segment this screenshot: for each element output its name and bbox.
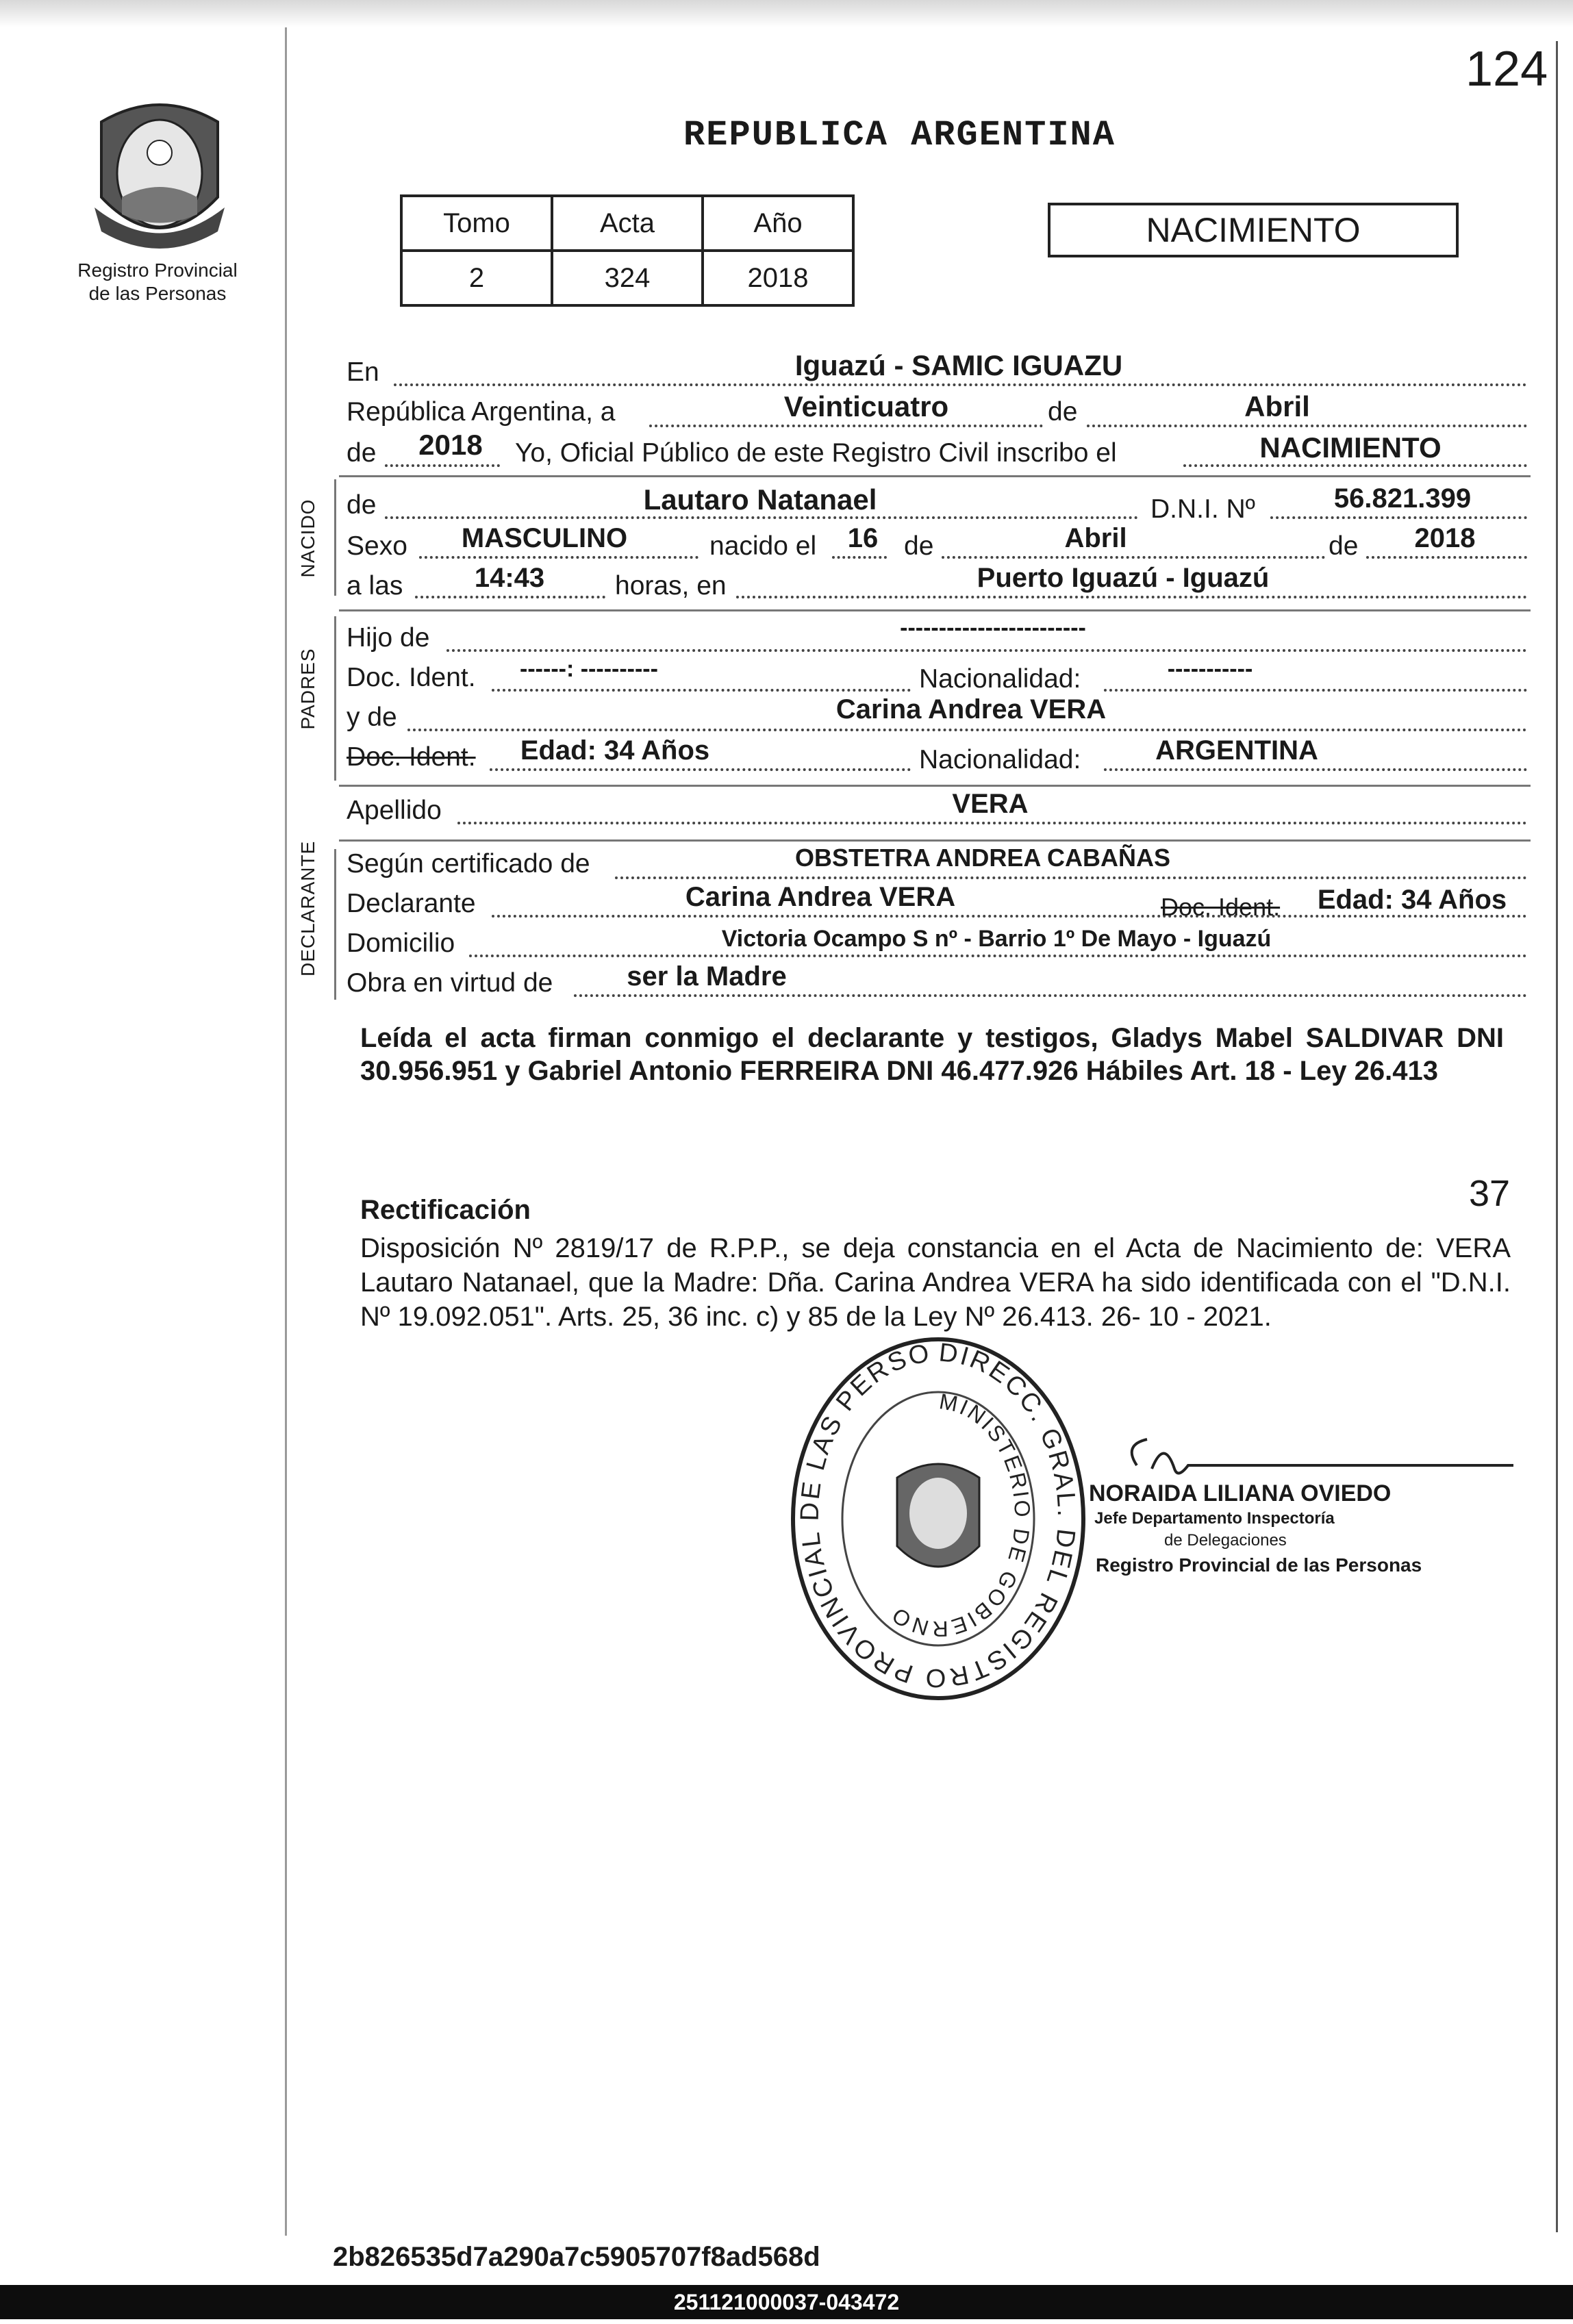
doc1-label: Doc. Ident. bbox=[347, 663, 476, 692]
declarante-value: Carina Andrea VERA bbox=[685, 882, 956, 912]
dia-line bbox=[649, 425, 1043, 427]
en-value: Iguazú - SAMIC IGUAZU bbox=[794, 349, 1123, 381]
page-number: 124 bbox=[1465, 42, 1548, 97]
registry-name: Registro Provincial de las Personas bbox=[77, 260, 238, 304]
hijo-line bbox=[446, 649, 1527, 652]
dia-value: Veinticuatro bbox=[783, 390, 949, 422]
document-hash: 2b826535d7a290a7c5905707f8ad568d bbox=[333, 2242, 820, 2272]
separator-nacido bbox=[339, 475, 1531, 477]
nac2-value: ARGENTINA bbox=[1155, 735, 1318, 766]
apellido-line bbox=[457, 822, 1527, 824]
nacido-label: nacido el bbox=[709, 531, 817, 561]
nacido-anio: 2018 bbox=[1414, 523, 1476, 553]
madre-value: Carina Andrea VERA bbox=[835, 694, 1107, 724]
nacido-mes-line bbox=[942, 556, 1325, 559]
footer-code: 251121000037-043472 bbox=[673, 2290, 900, 2314]
acta-table bbox=[400, 194, 855, 307]
margin-line bbox=[285, 27, 287, 2236]
right-edge-line bbox=[1556, 41, 1558, 2232]
signer-name: NORAIDA LILIANA OVIEDO bbox=[1089, 1480, 1392, 1506]
doc-type-box bbox=[1048, 203, 1459, 257]
en-label: En bbox=[347, 357, 379, 387]
doc2-line bbox=[490, 768, 911, 771]
horas-label: horas, en bbox=[615, 571, 727, 601]
sexo-label: Sexo bbox=[347, 531, 407, 561]
bracket-nacido bbox=[334, 479, 336, 596]
side-label-declarante: DECLARANTE bbox=[297, 840, 318, 976]
declarante-label: Declarante bbox=[347, 889, 476, 918]
de-label: de bbox=[1048, 397, 1078, 427]
obra-line bbox=[574, 994, 1527, 997]
nac2-line bbox=[1104, 768, 1527, 771]
separator-declarante bbox=[339, 839, 1531, 842]
side-label-padres: PADRES bbox=[297, 648, 318, 730]
bracket-declarante bbox=[334, 849, 336, 1000]
hora-line bbox=[415, 596, 605, 598]
lugar-line bbox=[736, 596, 1527, 598]
closing-text: Leída el acta firman conmigo el declarante y testigos, Gladys Mabel SALDIVAR DNI 30.956.951 y Gabriel Antonio FERREIRA DNI 46.477.926 Hábiles Art. 18 - Ley 26.413 bbox=[360, 1023, 1504, 1086]
nac1-label: Nacionalidad: bbox=[919, 664, 1081, 694]
dni-value: 56.821.399 bbox=[1333, 483, 1472, 514]
acta-header-tomo: Tomo bbox=[401, 196, 552, 251]
stamp-inner-text: MINISTERIO DE GOBIERNO bbox=[885, 1389, 1035, 1642]
mes-line bbox=[1087, 425, 1527, 427]
nacido-anio-line bbox=[1366, 556, 1527, 559]
signer-org: Registro Provincial de las Personas bbox=[1096, 1554, 1422, 1576]
inscribo-line bbox=[1183, 464, 1527, 467]
acta-value-acta: 324 bbox=[552, 251, 703, 305]
anio-value: 2018 bbox=[418, 429, 483, 461]
decl-doc-value: Edad: 34 Años bbox=[1317, 885, 1507, 915]
nacido-dia: 16 bbox=[847, 523, 879, 553]
domicilio-value: Victoria Ocampo S nº - Barrio 1º De Mayo - Iguazú bbox=[721, 926, 1272, 952]
nombre-de-label: de bbox=[347, 490, 377, 520]
sexo-line bbox=[419, 556, 699, 559]
hora-value: 14:43 bbox=[474, 563, 545, 593]
official-stamp bbox=[788, 1334, 1089, 1704]
footer-bar bbox=[0, 2285, 1573, 2319]
lugar-value: Puerto Iguazú - Iguazú bbox=[977, 563, 1270, 593]
mes-value: Abril bbox=[1244, 390, 1310, 422]
sexo-value: MASCULINO bbox=[461, 523, 628, 553]
domicilio-line bbox=[469, 955, 1527, 957]
acta-value-anio: 2018 bbox=[703, 251, 853, 305]
signer-role-2: de Delegaciones bbox=[1164, 1531, 1287, 1550]
rectificacion-text: Disposición Nº 2819/17 de R.P.P., se deja constancia en el Acta de Nacimiento de: VERA Lautaro Natanael, que la Madre: Dña. Carina Andrea VERA ha sido identificada con el "D.N.I. Nº 19.092.051". Arts. 25, 36 inc. c) y 85 de la Ley Nº 26.413. 26- 10 - 2021. bbox=[360, 1233, 1511, 1332]
signer-role: Jefe Departamento Inspectoría bbox=[1094, 1509, 1335, 1528]
yde-label: y de bbox=[347, 703, 397, 732]
certificado-value: OBSTETRA ANDREA CABAÑAS bbox=[795, 844, 1170, 872]
inscribo-value: NACIMIENTO bbox=[1259, 431, 1442, 464]
nombre-value: Lautaro Natanael bbox=[643, 483, 877, 516]
doc2-value: Edad: 34 Años bbox=[520, 735, 710, 766]
madre-line bbox=[407, 729, 1527, 731]
nombre-line bbox=[385, 516, 1138, 519]
doc1-value: ------: ---------- bbox=[520, 656, 658, 682]
doc1-line bbox=[492, 689, 911, 692]
nacido-dia-line bbox=[832, 556, 887, 559]
de2-label: de bbox=[347, 438, 377, 468]
acta-value-tomo: 2 bbox=[401, 251, 552, 305]
bracket-padres bbox=[334, 616, 336, 781]
dni-label: D.N.I. Nº bbox=[1150, 494, 1255, 524]
nac1-line bbox=[1104, 689, 1527, 692]
hijo-value: ------------------------ bbox=[900, 615, 1086, 641]
side-label-nacido: NACIDO bbox=[297, 498, 318, 578]
nacido-mes: Abril bbox=[1064, 523, 1127, 553]
nac2-label: Nacionalidad: bbox=[919, 745, 1081, 774]
separator-padres bbox=[339, 609, 1531, 611]
nacido-de2-label: de bbox=[1329, 531, 1359, 561]
stamp-ring-text: DIRECC. GRAL. DEL REGISTRO PROVINCIAL DE LAS PERSO bbox=[795, 1338, 1081, 1693]
acta-header-acta: Acta bbox=[552, 196, 703, 251]
doc2-label: Doc. Ident. bbox=[347, 742, 476, 772]
acta-table-values bbox=[401, 251, 853, 305]
separator-apellido bbox=[339, 785, 1531, 787]
acta-header-anio: Año bbox=[703, 196, 853, 251]
stamp-oval-icon bbox=[788, 1334, 1089, 1704]
doc-type: NACIMIENTO bbox=[1146, 211, 1361, 249]
rectificacion-number: 37 bbox=[1469, 1173, 1511, 1214]
nac1-value: ----------- bbox=[1167, 656, 1253, 682]
certificado-label: Según certificado de bbox=[347, 849, 590, 879]
anio-line bbox=[385, 464, 500, 467]
yo-text: Yo, Oficial Público de este Registro Civil inscribo el bbox=[515, 438, 1117, 468]
nacido-de-label: de bbox=[904, 531, 934, 561]
acta-table-header bbox=[401, 196, 853, 251]
hijo-label: Hijo de bbox=[347, 623, 430, 653]
top-edge-shadow bbox=[0, 0, 1573, 27]
alas-label: a las bbox=[347, 571, 403, 601]
decl-doc-label: Doc. Ident. bbox=[1161, 893, 1281, 921]
obra-label: Obra en virtud de bbox=[347, 968, 553, 998]
en-line bbox=[394, 383, 1527, 386]
obra-value: ser la Madre bbox=[627, 961, 787, 992]
apellido-label: Apellido bbox=[347, 796, 442, 825]
domicilio-label: Domicilio bbox=[347, 929, 455, 958]
rectificacion-title: Rectificación bbox=[360, 1195, 531, 1225]
apellido-value: VERA bbox=[952, 789, 1029, 819]
dni-line bbox=[1270, 516, 1527, 519]
republica-label: República Argentina, a bbox=[347, 397, 616, 427]
country-title: REPUBLICA ARGENTINA bbox=[683, 115, 1116, 155]
certificado-line bbox=[615, 876, 1527, 879]
